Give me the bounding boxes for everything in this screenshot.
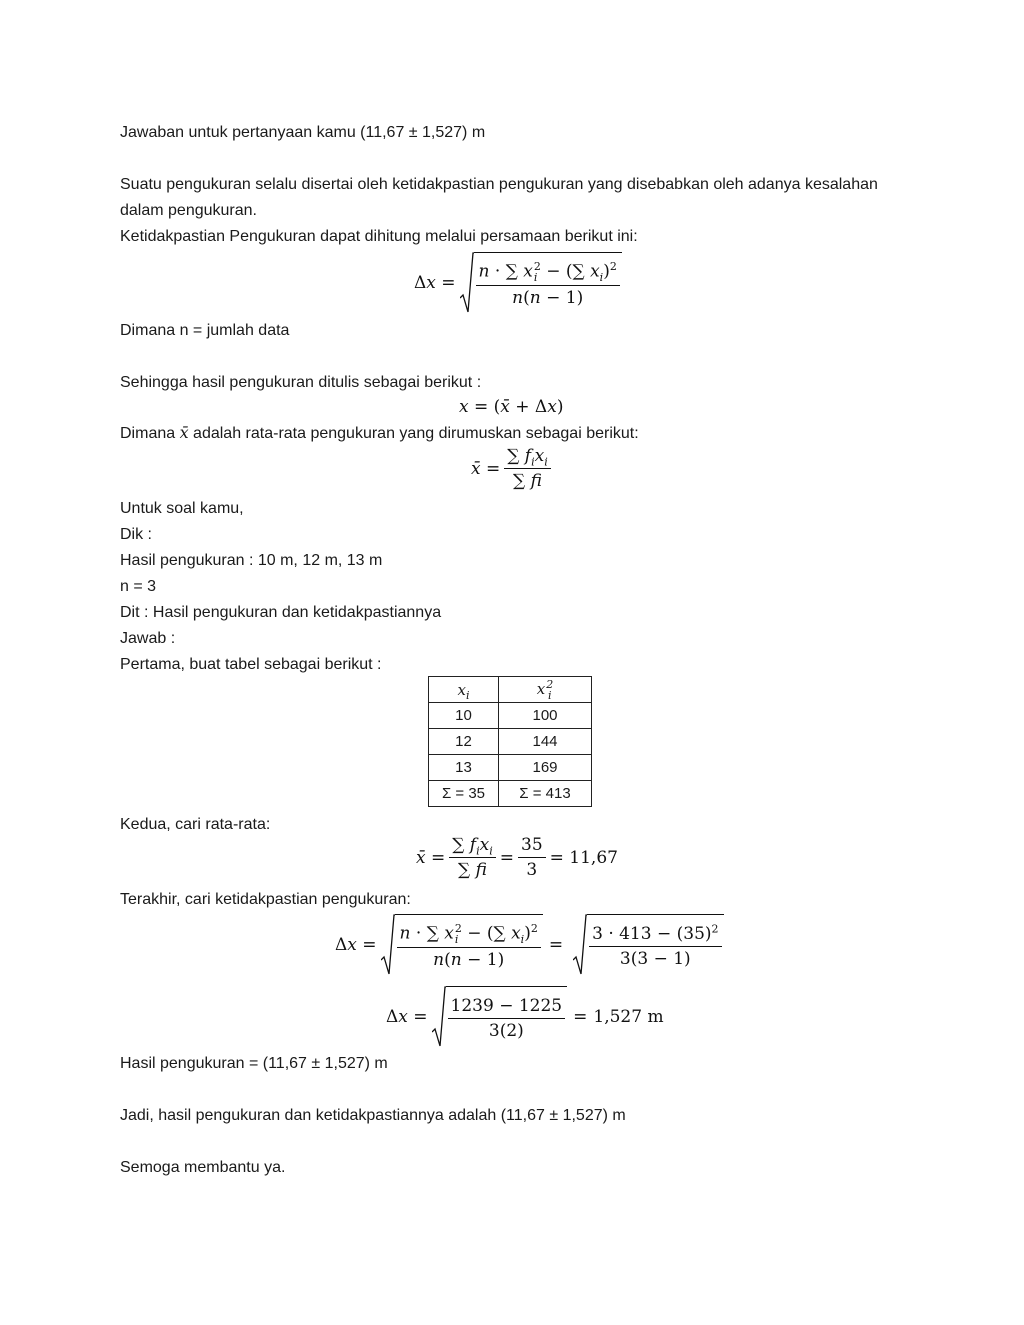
paragraph-1-line-2: dalam pengukuran. [120, 202, 257, 219]
jadi-text: Jadi, hasil pengukuran dan ketidakpastiannya adalah (11,67 ± 1,527) m [120, 1107, 626, 1124]
data-table [428, 676, 592, 807]
intro-text: Jawaban untuk pertanyaan kamu (11,67 ± 1,527) m [120, 124, 486, 141]
header-xi-squared: x 2 i [499, 677, 592, 703]
table-cell: Σ = 35 [429, 781, 499, 807]
jawab-text: Jawab : [120, 630, 176, 647]
n-value-text: n = 3 [120, 578, 157, 595]
table-row [429, 729, 592, 755]
sehingga-text: Sehingga hasil pengukuran ditulis sebagai berikut : [120, 374, 482, 391]
formula-uncertainty-calc: Δx = n · ∑ x 2 i − (∑ $x_i)^2$ n(n − 1) = $\frac{3 \cdot 413 - (35)^2}{3(3 - 1)}$ [335, 914, 724, 976]
terakhir-text: Terakhir, cari ketidakpastian pengukuran: [120, 891, 411, 908]
paragraph-1-line-1: Suatu pengukuran selalu disertai oleh ketidakpastian pengukuran yang disebabkan oleh adanya kesalahan [120, 176, 878, 193]
formula-result-form: x = (x̄ + Δx) [459, 397, 564, 417]
table-total-row [429, 781, 592, 807]
header-xi: $x_i$ [429, 677, 499, 703]
formula-uncertainty-result: Δx = $\frac{1239 - 1225}{3(2)}$ = 1,527 m [386, 986, 664, 1048]
table-cell: 144 [499, 729, 592, 755]
pertama-text: Pertama, buat tabel sebagai berikut : [120, 656, 382, 673]
formula-mean: x̄ = $\frac{\sum f_ix_i}{\sum fi}$ [471, 446, 555, 491]
table-header-row [429, 677, 592, 703]
table-row [429, 755, 592, 781]
table-cell: 13 [429, 755, 499, 781]
kedua-text: Kedua, cari rata-rata: [120, 816, 271, 833]
semoga-text: Semoga membantu ya. [120, 1159, 286, 1176]
table-cell: 10 [429, 703, 499, 729]
dimana-xbar-text: Dimana x̄ adalah rata-rata pengukuran yang dirumuskan sebagai berikut: [120, 423, 639, 442]
untuk-soal-text: Untuk soal kamu, [120, 500, 244, 517]
formula-uncertainty: Δx = n · ∑ x 2 i − (∑ $x_i)^2$ n(n − 1) [414, 252, 622, 314]
table-cell: 169 [499, 755, 592, 781]
dit-text: Dit : Hasil pengukuran dan ketidakpastiannya [120, 604, 442, 621]
table-cell: Σ = 413 [499, 781, 592, 807]
paragraph-2: Ketidakpastian Pengukuran dapat dihitung melalui persamaan berikut ini: [120, 228, 638, 245]
hasil-final-text: Hasil pengukuran = (11,67 ± 1,527) m [120, 1055, 388, 1072]
dimana-n-text: Dimana n = jumlah data [120, 322, 290, 339]
formula-mean-calc: x̄ = $\frac{\sum f_ix_i}{\sum fi}$ = $\frac{35}{3}$ = 11,67 [416, 835, 618, 880]
dik-text: Dik : [120, 526, 152, 543]
table-cell: 100 [499, 703, 592, 729]
hasil-pengukuran-text: Hasil pengukuran : 10 m, 12 m, 13 m [120, 552, 383, 569]
table-row [429, 703, 592, 729]
table-cell: 12 [429, 729, 499, 755]
